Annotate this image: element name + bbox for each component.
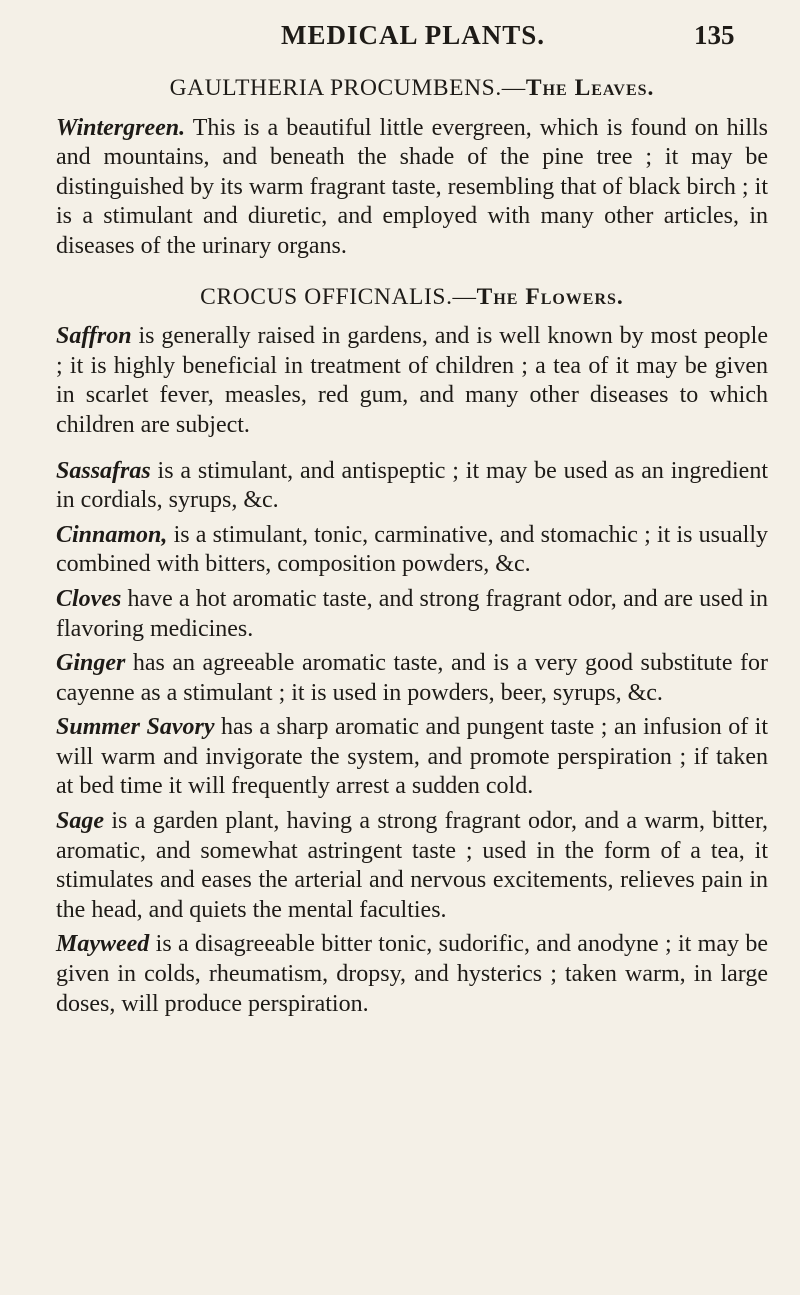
entry-name: Ginger [56, 650, 126, 677]
entry-text: is generally raised in gardens, and is well known by most people ; it is highly beneficial in treatment of children ; a tea of it may be given in scarlet fever, measles, red gum, and many other diseases to which children are subject. [56, 323, 768, 438]
entry-text: has a sharp aromatic and pungent taste ; an infusion of it will warm and invigorate the system, and promote perspiration ; if taken at bed time it will frequently arrest a sudden cold. [56, 714, 769, 800]
entry-text: is a garden plant, having a strong fragrant odor, and a warm, bitter, aromatic, and somewhat astringent taste ; used in the form of a tea, it stimulates and eases the arterial and nervous excitements, relieves pain in the head, and quiets the mental faculties. [56, 808, 768, 923]
entry-text: is a stimulant, tonic, carminative, and stomachic ; it is usually combined with bitters, composition powders, &c. [56, 521, 768, 578]
entry-wintergreen [56, 114, 768, 262]
running-title: MEDICAL PLANTS. [281, 20, 546, 50]
entry-name: Cinnamon, [56, 521, 168, 548]
section-heading-crocus [56, 283, 768, 313]
entry-cloves [56, 585, 768, 644]
heading-plant-part: The Flowers. [476, 283, 624, 310]
entry-summer-savory [56, 713, 768, 802]
entry-sage [56, 807, 768, 925]
entry-text: is a stimulant, and antispeptic ; it may be used as an ingredient in cordials, syrups, &c. [56, 457, 768, 514]
entry-name: Saffron [56, 323, 132, 350]
entry-cinnamon [56, 521, 768, 580]
running-header [0, 20, 800, 54]
entry-name: Sage [56, 808, 104, 835]
entry-name: Summer Savory [56, 714, 215, 741]
entry-name: Cloves [56, 585, 122, 612]
entry-name: Mayweed [56, 931, 150, 958]
entry-mayweed [56, 930, 768, 1019]
entry-text: is a disagreeable bitter tonic, sudorific, and anodyne ; it may be given in colds, rheumatism, dropsy, and hysterics ; taken warm, in large doses, will produce perspiration. [56, 931, 768, 1017]
entry-text: This is a beautiful little evergreen, which is found on hills and mountains, and beneath the shade of the pine tree ; it may be distinguished by its warm fragrant taste, resembling that of black birch ; it is a stimulant and diuretic, and employed with many other articles, in diseases of the urinary organs. [56, 114, 768, 259]
heading-plant-name: GAULTHERIA PROCUMBENS.— [169, 75, 526, 101]
page-number: 135 [694, 20, 735, 50]
entry-saffron [56, 322, 768, 440]
heading-plant-part: The Leaves. [525, 75, 655, 101]
entry-text: have a hot aromatic taste, and strong fragrant odor, and are used in flavoring medicines. [56, 585, 768, 642]
heading-plant-name: CROCUS OFFICNALIS.— [200, 283, 477, 310]
page-body [56, 74, 768, 1019]
entry-text: has an agreeable aromatic taste, and is a very good substitute for cayenne as a stimulant ; it is used in powders, beer, syrups, &c. [56, 650, 768, 706]
section-heading-gaultheria [56, 74, 768, 104]
entry-ginger [56, 649, 768, 708]
entry-sassafras [56, 457, 768, 516]
entry-name: Sassafras [56, 457, 151, 484]
entry-name: Wintergreen. [56, 114, 186, 141]
